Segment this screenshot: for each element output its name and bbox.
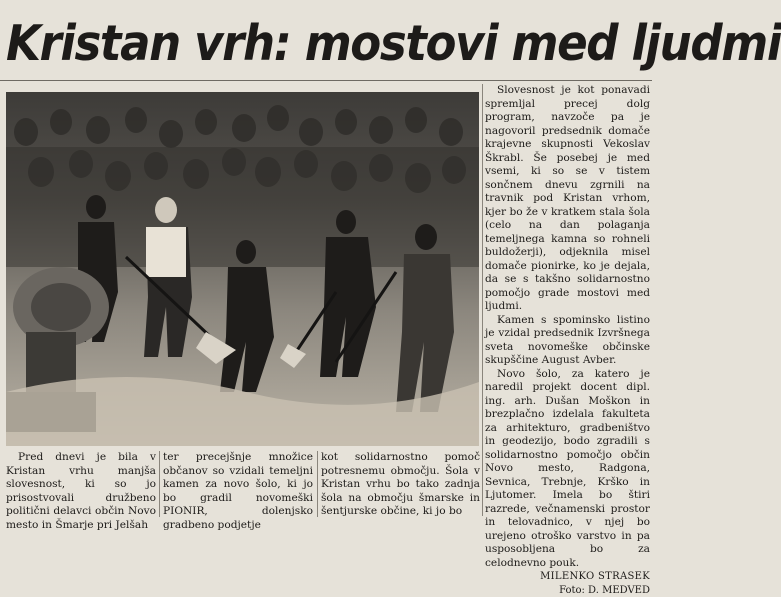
column-divider xyxy=(317,451,318,517)
headline: Kristan vrh: mostovi med ljudmi xyxy=(6,12,600,76)
paragraph: ter precejšnje množice občanov so vzidali temeljni kamen za novo šolo, ki jo bo gradil novomeški PIONIR, dolenjsko gradbeno podjetje xyxy=(163,451,313,532)
news-photo xyxy=(6,92,479,446)
paragraph: Pred dnevi je bila v Kristan vrhu manjša slovesnost, ki so jo prisostvovali družbeno politični delavci občin Novo mesto in Šmarje pri Jelšah xyxy=(6,451,156,532)
bottom-column-2 xyxy=(163,451,313,517)
paragraph: Slovesnost je kot ponavadi spremljal precej dolg program, navzoče pa je nagovoril predsednik domače krajevne skupnosti Vekoslav Škrabl. Še posebej je med vsemi, ki so se v tistem sončnem dnevu zgrnili na travnik pod Kristan vrhom, kjer bo že v kratkem stala šola (celo na dan polaganja temeljnega kamna so rohneli buldožerji), odjeknila misel domače pionirke, ko je dejala, da se s takšno solidarnostno pomočjo grade mostovi med ljudmi. xyxy=(485,84,650,314)
paragraph: Kamen s spominsko listino je vzidal predsednik Izvršnega sveta novomeške občinske skupščine August Avber. xyxy=(485,314,650,368)
column-divider xyxy=(159,451,160,517)
photo-illustration xyxy=(6,92,479,446)
bottom-column-3 xyxy=(321,451,480,517)
column-divider xyxy=(482,84,483,516)
byline: MILENKO STRASEK xyxy=(485,570,650,584)
right-column xyxy=(485,84,650,516)
photo-credit: Foto: D. MEDVED xyxy=(485,584,650,597)
bottom-column-1 xyxy=(6,451,156,517)
paragraph: kot solidarnostno pomoč potresnemu območju. Šola v Kristan vrhu bo tako zadnja šola na območju šmarske in šentjurske občine, ki jo bo xyxy=(321,451,480,519)
headline-rule xyxy=(0,80,652,81)
paragraph: Novo šolo, za katero je naredil projekt docent dipl. ing. arh. Dušan Moškon in brezplačno izdelala fakulteta za arhitekturo, gradbeništvo in geodezijo, bodo zgradili s solidarnostno pomočjo občin Novo mesto, Radgona, Sevnica, Trebnje, Krško in Ljutomer. Imela bo štiri razrede, večnamenski prostor in telovadnico, v njej bo urejeno otroško varstvo in pa usposobljena bo za celodnevno pouk. xyxy=(485,368,650,571)
